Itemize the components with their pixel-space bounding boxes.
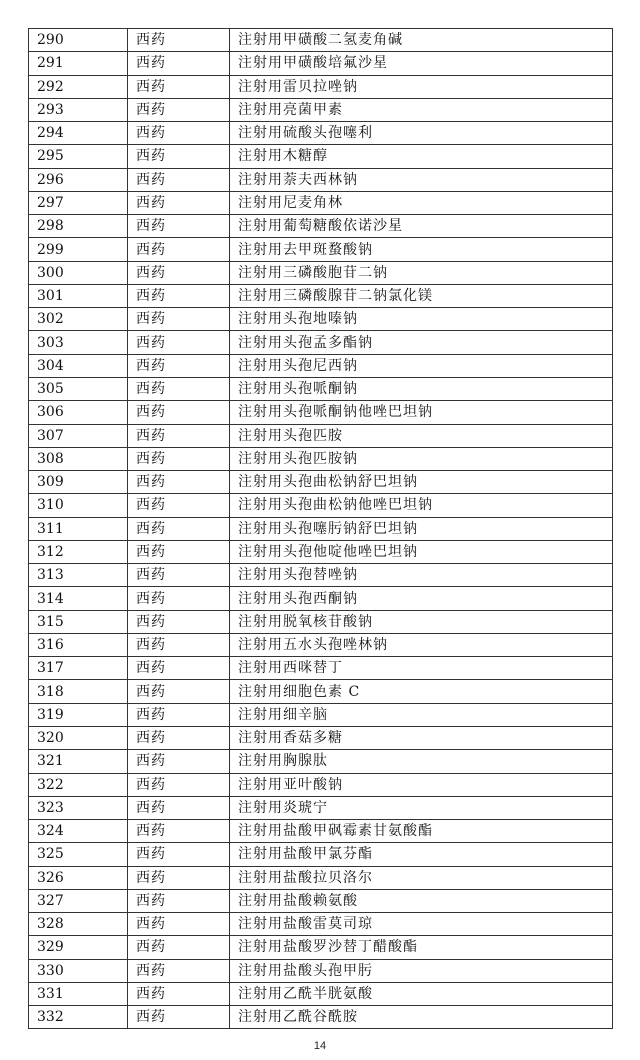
- table-row: [29, 377, 613, 400]
- drug-name-cell: 注射用头孢哌酮钠他唑巴坦钠: [230, 401, 613, 424]
- category-cell: 西药: [128, 982, 230, 1005]
- row-number-cell: 306: [29, 401, 128, 424]
- row-number-cell: 314: [29, 587, 128, 610]
- category-cell: 西药: [128, 889, 230, 912]
- drug-name-cell: 注射用三磷酸胞苷二钠: [230, 261, 613, 284]
- drug-name-cell: 注射用盐酸罗沙替丁醋酸酯: [230, 936, 613, 959]
- row-number-cell: 304: [29, 354, 128, 377]
- category-cell: 西药: [128, 238, 230, 261]
- drug-name-cell: 注射用盐酸甲砜霉素甘氨酸酯: [230, 820, 613, 843]
- category-cell: 西药: [128, 331, 230, 354]
- row-number-cell: 298: [29, 215, 128, 238]
- table-row: [29, 145, 613, 168]
- table-row: [29, 820, 613, 843]
- category-cell: 西药: [128, 401, 230, 424]
- row-number-cell: 320: [29, 726, 128, 749]
- row-number-cell: 313: [29, 564, 128, 587]
- category-cell: 西药: [128, 913, 230, 936]
- category-cell: 西药: [128, 98, 230, 121]
- drug-name-cell: 注射用亮菌甲素: [230, 98, 613, 121]
- drug-name-cell: 注射用萘夫西林钠: [230, 168, 613, 191]
- category-cell: 西药: [128, 633, 230, 656]
- drug-name-cell: 注射用甲磺酸培氟沙星: [230, 52, 613, 75]
- drug-name-cell: 注射用木糖醇: [230, 145, 613, 168]
- category-cell: 西药: [128, 540, 230, 563]
- drug-name-cell: 注射用细胞色素 C: [230, 680, 613, 703]
- drug-name-cell: 注射用头孢哌酮钠: [230, 377, 613, 400]
- row-number-cell: 326: [29, 866, 128, 889]
- row-number-cell: 330: [29, 959, 128, 982]
- row-number-cell: 331: [29, 982, 128, 1005]
- category-cell: 西药: [128, 820, 230, 843]
- category-cell: 西药: [128, 471, 230, 494]
- table-row: [29, 517, 613, 540]
- drug-name-cell: 注射用头孢匹胺钠: [230, 447, 613, 470]
- table-row: [29, 284, 613, 307]
- drug-name-cell: 注射用头孢西酮钠: [230, 587, 613, 610]
- row-number-cell: 324: [29, 820, 128, 843]
- row-number-cell: 319: [29, 703, 128, 726]
- category-cell: 西药: [128, 308, 230, 331]
- drug-name-cell: 注射用头孢曲松钠他唑巴坦钠: [230, 494, 613, 517]
- table-row: [29, 726, 613, 749]
- drug-name-cell: 注射用头孢曲松钠舒巴坦钠: [230, 471, 613, 494]
- category-cell: 西药: [128, 936, 230, 959]
- drug-list-table: [28, 28, 613, 1029]
- table-row: [29, 424, 613, 447]
- table-row: [29, 238, 613, 261]
- drug-name-cell: 注射用乙酰半胱氨酸: [230, 982, 613, 1005]
- row-number-cell: 310: [29, 494, 128, 517]
- table-row: [29, 959, 613, 982]
- category-cell: 西药: [128, 726, 230, 749]
- page-number: 14: [313, 1040, 327, 1052]
- drug-name-cell: 注射用盐酸拉贝洛尔: [230, 866, 613, 889]
- category-cell: 西药: [128, 564, 230, 587]
- table-row: [29, 494, 613, 517]
- category-cell: 西药: [128, 866, 230, 889]
- row-number-cell: 329: [29, 936, 128, 959]
- category-cell: 西药: [128, 587, 230, 610]
- table-row: [29, 703, 613, 726]
- table-row: [29, 866, 613, 889]
- table-row: [29, 354, 613, 377]
- category-cell: 西药: [128, 750, 230, 773]
- row-number-cell: 301: [29, 284, 128, 307]
- table-row: [29, 610, 613, 633]
- table-row: [29, 1006, 613, 1029]
- row-number-cell: 290: [29, 29, 128, 52]
- row-number-cell: 318: [29, 680, 128, 703]
- table-row: [29, 564, 613, 587]
- table-row: [29, 191, 613, 214]
- drug-name-cell: 注射用胸腺肽: [230, 750, 613, 773]
- table-row: [29, 843, 613, 866]
- category-cell: 西药: [128, 657, 230, 680]
- drug-name-cell: 注射用五水头孢唑林钠: [230, 633, 613, 656]
- row-number-cell: 303: [29, 331, 128, 354]
- drug-name-cell: 注射用盐酸赖氨酸: [230, 889, 613, 912]
- table-row: [29, 75, 613, 98]
- row-number-cell: 292: [29, 75, 128, 98]
- row-number-cell: 327: [29, 889, 128, 912]
- table-row: [29, 750, 613, 773]
- drug-name-cell: 注射用头孢噻肟钠舒巴坦钠: [230, 517, 613, 540]
- row-number-cell: 316: [29, 633, 128, 656]
- table-row: [29, 680, 613, 703]
- drug-name-cell: 注射用头孢替唑钠: [230, 564, 613, 587]
- category-cell: 西药: [128, 610, 230, 633]
- category-cell: 西药: [128, 843, 230, 866]
- drug-name-cell: 注射用盐酸头孢甲肟: [230, 959, 613, 982]
- table-row: [29, 447, 613, 470]
- drug-name-cell: 注射用细辛脑: [230, 703, 613, 726]
- row-number-cell: 299: [29, 238, 128, 261]
- drug-name-cell: 注射用头孢他啶他唑巴坦钠: [230, 540, 613, 563]
- drug-name-cell: 注射用尼麦角林: [230, 191, 613, 214]
- table-row: [29, 471, 613, 494]
- table-row: [29, 889, 613, 912]
- row-number-cell: 295: [29, 145, 128, 168]
- category-cell: 西药: [128, 75, 230, 98]
- category-cell: 西药: [128, 191, 230, 214]
- table-row: [29, 52, 613, 75]
- category-cell: 西药: [128, 122, 230, 145]
- drug-name-cell: 注射用头孢尼西钠: [230, 354, 613, 377]
- drug-name-cell: 注射用硫酸头孢噻利: [230, 122, 613, 145]
- category-cell: 西药: [128, 284, 230, 307]
- table-row: [29, 98, 613, 121]
- table-row: [29, 215, 613, 238]
- row-number-cell: 300: [29, 261, 128, 284]
- drug-name-cell: 注射用西咪替丁: [230, 657, 613, 680]
- row-number-cell: 323: [29, 796, 128, 819]
- drug-name-cell: 注射用头孢孟多酯钠: [230, 331, 613, 354]
- row-number-cell: 309: [29, 471, 128, 494]
- row-number-cell: 315: [29, 610, 128, 633]
- table-row: [29, 913, 613, 936]
- table-row: [29, 29, 613, 52]
- row-number-cell: 312: [29, 540, 128, 563]
- drug-name-cell: 注射用葡萄糖酸依诺沙星: [230, 215, 613, 238]
- category-cell: 西药: [128, 680, 230, 703]
- table-row: [29, 796, 613, 819]
- drug-name-cell: 注射用三磷酸腺苷二钠氯化镁: [230, 284, 613, 307]
- drug-name-cell: 注射用头孢匹胺: [230, 424, 613, 447]
- category-cell: 西药: [128, 517, 230, 540]
- row-number-cell: 293: [29, 98, 128, 121]
- table-row: [29, 308, 613, 331]
- category-cell: 西药: [128, 261, 230, 284]
- category-cell: 西药: [128, 424, 230, 447]
- row-number-cell: 332: [29, 1006, 128, 1029]
- table-body: [29, 29, 613, 1029]
- drug-name-cell: 注射用甲磺酸二氢麦角碱: [230, 29, 613, 52]
- table-row: [29, 936, 613, 959]
- row-number-cell: 321: [29, 750, 128, 773]
- category-cell: 西药: [128, 52, 230, 75]
- table-row: [29, 168, 613, 191]
- table-row: [29, 401, 613, 424]
- table-row: [29, 122, 613, 145]
- category-cell: 西药: [128, 354, 230, 377]
- row-number-cell: 302: [29, 308, 128, 331]
- table-row: [29, 982, 613, 1005]
- row-number-cell: 305: [29, 377, 128, 400]
- category-cell: 西药: [128, 145, 230, 168]
- row-number-cell: 296: [29, 168, 128, 191]
- drug-name-cell: 注射用雷贝拉唑钠: [230, 75, 613, 98]
- table-row: [29, 773, 613, 796]
- table-row: [29, 540, 613, 563]
- table-row: [29, 657, 613, 680]
- row-number-cell: 311: [29, 517, 128, 540]
- category-cell: 西药: [128, 215, 230, 238]
- category-cell: 西药: [128, 377, 230, 400]
- row-number-cell: 291: [29, 52, 128, 75]
- row-number-cell: 325: [29, 843, 128, 866]
- row-number-cell: 328: [29, 913, 128, 936]
- drug-name-cell: 注射用脱氧核苷酸钠: [230, 610, 613, 633]
- drug-name-cell: 注射用乙酰谷酰胺: [230, 1006, 613, 1029]
- row-number-cell: 297: [29, 191, 128, 214]
- drug-name-cell: 注射用盐酸甲氯芬酯: [230, 843, 613, 866]
- drug-name-cell: 注射用亚叶酸钠: [230, 773, 613, 796]
- drug-name-cell: 注射用炎琥宁: [230, 796, 613, 819]
- category-cell: 西药: [128, 168, 230, 191]
- drug-name-cell: 注射用去甲斑蝥酸钠: [230, 238, 613, 261]
- table-row: [29, 633, 613, 656]
- table-row: [29, 331, 613, 354]
- table-row: [29, 587, 613, 610]
- row-number-cell: 307: [29, 424, 128, 447]
- category-cell: 西药: [128, 959, 230, 982]
- row-number-cell: 317: [29, 657, 128, 680]
- row-number-cell: 322: [29, 773, 128, 796]
- category-cell: 西药: [128, 1006, 230, 1029]
- category-cell: 西药: [128, 773, 230, 796]
- row-number-cell: 294: [29, 122, 128, 145]
- row-number-cell: 308: [29, 447, 128, 470]
- category-cell: 西药: [128, 703, 230, 726]
- category-cell: 西药: [128, 494, 230, 517]
- drug-name-cell: 注射用头孢地嗪钠: [230, 308, 613, 331]
- drug-name-cell: 注射用香菇多糖: [230, 726, 613, 749]
- drug-name-cell: 注射用盐酸雷莫司琼: [230, 913, 613, 936]
- category-cell: 西药: [128, 796, 230, 819]
- table-row: [29, 261, 613, 284]
- category-cell: 西药: [128, 29, 230, 52]
- category-cell: 西药: [128, 447, 230, 470]
